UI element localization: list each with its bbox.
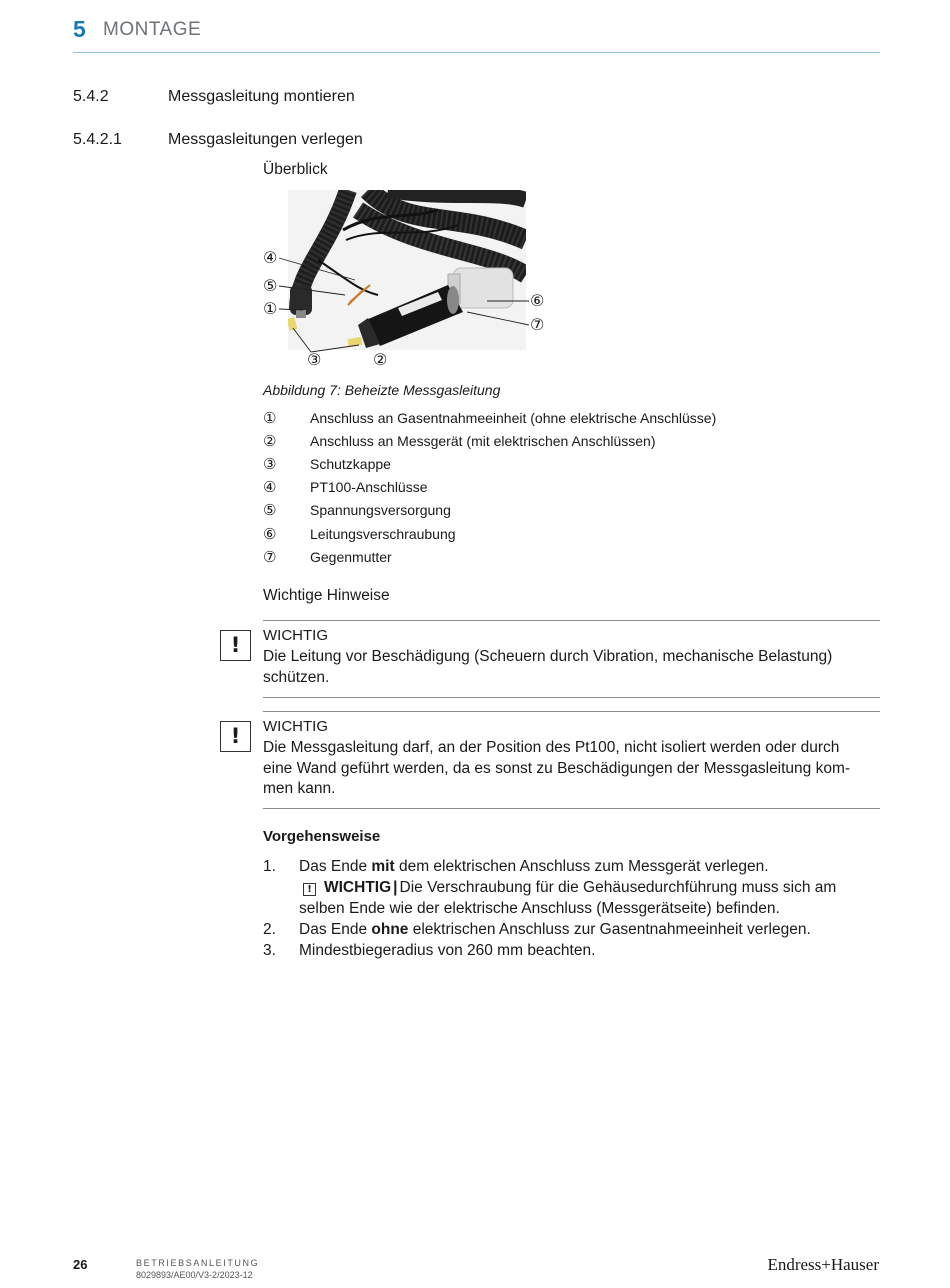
legend-number: ④ [263, 478, 277, 497]
notes-heading: Wichtige Hinweise [263, 587, 390, 604]
document-id: 8029893/AE00/V3-2/2023-12 [136, 1270, 253, 1280]
step-emphasis: mit [371, 858, 395, 875]
step-text: Das Ende [299, 858, 372, 875]
chapter-number: 5 [73, 16, 86, 42]
legend-number: ⑥ [263, 524, 277, 543]
legend-number: ② [263, 431, 277, 450]
legend-text: PT100-Anschlüsse [310, 479, 428, 496]
callout-2: ② [373, 350, 388, 369]
inline-note-label: WICHTIG [324, 879, 392, 896]
legend-item [263, 429, 863, 452]
inline-note-separator: | [393, 879, 398, 896]
callout-3: ③ [307, 350, 322, 369]
brand-logo: Endress+Hauser [767, 1255, 879, 1274]
notice-top-rule [263, 620, 880, 621]
legend-number: ⑦ [263, 547, 277, 566]
legend-item [263, 452, 863, 475]
step-item [263, 940, 863, 961]
figure-caption: Abbildung 7: Beheizte Messgasleitung [263, 382, 501, 398]
overview-heading: Überblick [263, 161, 328, 178]
callout-6: ⑥ [530, 291, 545, 310]
legend-item [263, 406, 863, 429]
page-number: 26 [73, 1257, 88, 1272]
subsection-title: Messgasleitungen verlegen [168, 131, 363, 148]
header-divider [73, 52, 880, 53]
legend-text: Gegenmutter [310, 548, 392, 565]
notice-bottom-rule [263, 808, 880, 809]
procedure-heading: Vorgehensweise [263, 828, 381, 845]
callout-1: ① [263, 299, 278, 318]
step-number: 3. [263, 942, 276, 959]
chapter-title: MONTAGE [103, 19, 202, 40]
step-text: Das Ende [299, 921, 372, 938]
step-number: 2. [263, 921, 276, 938]
step-item [263, 856, 863, 919]
notice-bottom-rule [263, 697, 880, 698]
subsection-number: 5.4.2.1 [73, 131, 122, 148]
step-number: 1. [263, 858, 276, 875]
exclamation-box-icon: ! [220, 721, 251, 752]
document-type: BETRIEBSANLEITUNG [136, 1258, 260, 1268]
exclamation-small-icon: ! [303, 883, 316, 896]
legend-number: ⑤ [263, 501, 277, 520]
legend-number: ③ [263, 454, 277, 473]
section-number: 5.4.2 [73, 88, 109, 105]
legend-text: Schutzkappe [310, 455, 391, 472]
callout-5: ⑤ [263, 276, 278, 295]
legend-item [263, 522, 863, 545]
step-text: elektrischen Anschluss zur Gasentnahmeeinheit verlegen. [408, 921, 811, 938]
legend-item [263, 545, 863, 568]
notice-text: Die Leitung vor Beschädigung (Scheuern durch Vibration, mechanische Belastung) schützen. [263, 648, 833, 686]
legend-text: Anschluss an Messgerät (mit elektrischen Anschlüssen) [310, 432, 656, 449]
notice-label: WICHTIG [263, 718, 328, 735]
legend-number: ① [263, 408, 277, 427]
step-emphasis: ohne [371, 921, 409, 938]
procedure-steps [263, 856, 863, 961]
exclamation-box-icon: ! [220, 630, 251, 661]
figure-callouts [255, 180, 565, 380]
notice-label: WICHTIG [263, 627, 328, 644]
figure-legend [263, 406, 863, 568]
legend-text: Spannungsversorgung [310, 502, 451, 519]
legend-text: Anschluss an Gasentnahmeeinheit (ohne elektrische Anschlüsse) [310, 409, 717, 426]
step-text: Mindestbiegeradius von 260 mm beachten. [299, 942, 596, 959]
legend-item [263, 499, 863, 522]
section-title: Messgasleitung montieren [168, 88, 355, 105]
callout-7: ⑦ [530, 315, 545, 334]
notice-top-rule [263, 711, 880, 712]
callout-4: ④ [263, 248, 278, 267]
inline-note-text: Die Verschraubung für die Gehäusedurchführung muss sich am selben Ende wie der elektrische Anschluss (Messgerätseite) befinden. [299, 879, 837, 917]
step-item [263, 919, 863, 940]
notice-text: Die Messgasleitung darf, an der Position des Pt100, nicht isoliert werden oder durch eine Wand geführt werden, da es sonst zu Beschädigungen der Messgasleitung kommen kann. [263, 739, 851, 797]
legend-text: Leitungsverschraubung [310, 525, 456, 542]
legend-item [263, 476, 863, 499]
step-text: dem elektrischen Anschluss zum Messgerät verlegen. [394, 858, 769, 875]
